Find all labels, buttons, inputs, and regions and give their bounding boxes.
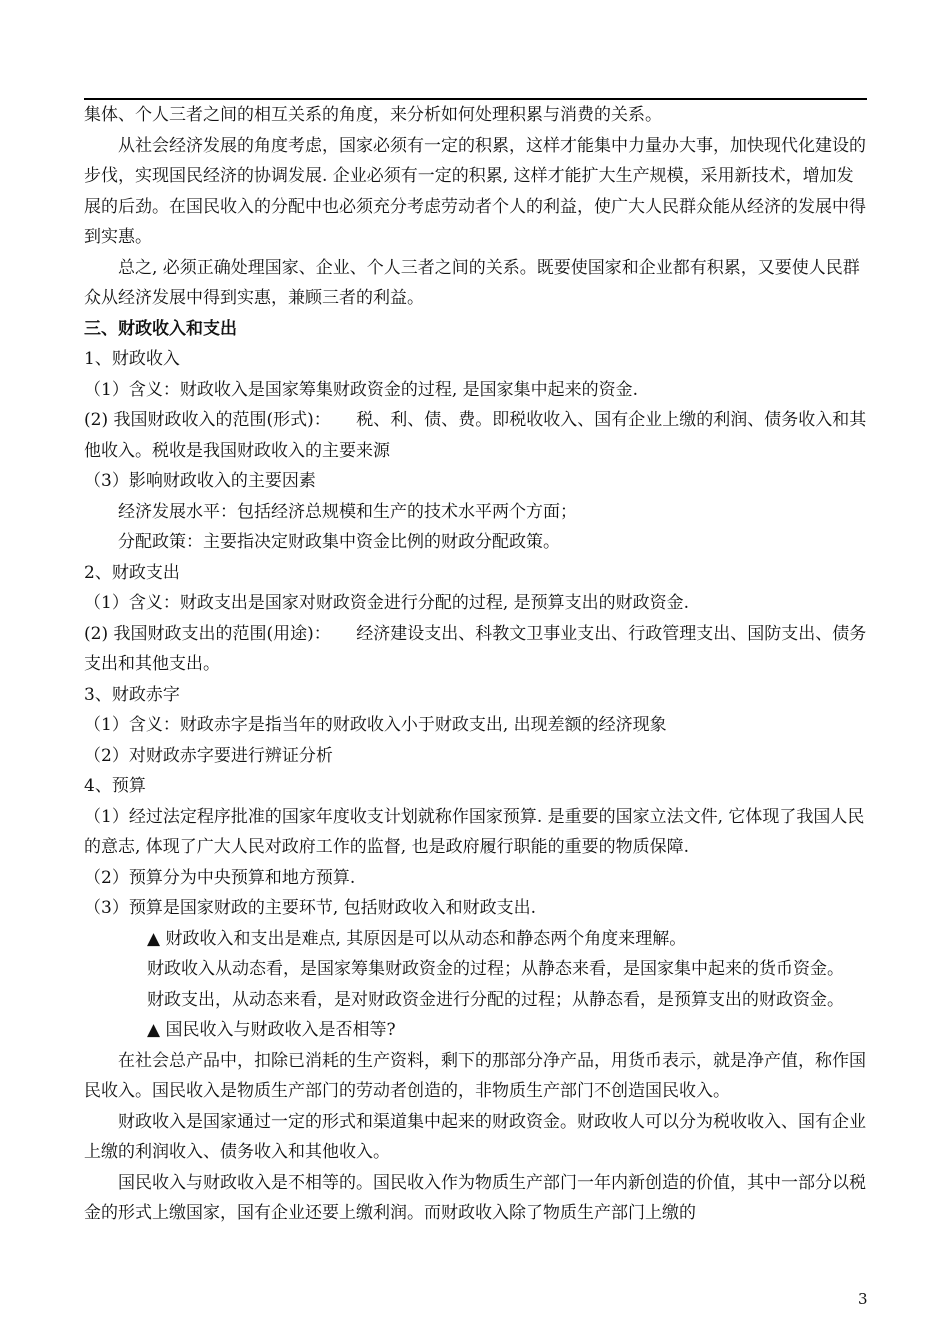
paragraph: 集体、个人三者之间的相互关系的角度，来分析如何处理积累与消费的关系。 — [84, 105, 662, 125]
paragraph: 总之, 必须正确处理国家、企业、个人三者之间的关系。既要使国家和企业都有积累，又要使人民群众从经济发展中得到实惠，兼顾三者的利益。 — [84, 257, 860, 308]
paragraph: （3）预算是国家财政的主要环节, 包括财政收入和财政支出. — [84, 898, 537, 918]
subsection-heading: 3、财政赤字 — [84, 684, 180, 705]
page-number: 3 — [858, 1290, 868, 1308]
section-heading: 三、财政收入和支出 — [84, 318, 237, 339]
subsection-heading: 4、预算 — [84, 776, 146, 796]
paragraph: (2) 我国财政支出的范围(用途)： 经济建设支出、科教文卫事业支出、行政管理支出、国防支出、债务支出和其他支出。 — [84, 623, 867, 674]
paragraph: 国民收入与财政收入是不相等的。国民收入作为物质生产部门一年内新创造的价值，其中一部分以税金的形式上缴国家，国有企业还要上缴利润。而财政收入除了物质生产部门上缴的 — [84, 1172, 866, 1223]
paragraph: （2）对财政赤字要进行辨证分析 — [84, 745, 333, 766]
note-bullet: ▲ 财政收入和支出是难点, 其原因是可以从动态和静态两个角度来理解。 — [147, 928, 687, 949]
subsection-heading: 2、财政支出 — [84, 562, 180, 583]
paragraph: 财政收入是国家通过一定的形式和渠道集中起来的财政资金。财政收人可以分为税收收入、国有企业上缴的利润收入、债务收入和其他收入。 — [84, 1111, 866, 1162]
subsection-heading: 1、财政收入 — [84, 349, 180, 369]
paragraph: （3）影响财政收入的主要因素 — [84, 471, 316, 491]
paragraph: （2）预算分为中央预算和地方预算. — [84, 867, 356, 888]
paragraph: (2) 我国财政收入的范围(形式)： 税、利、债、费。即税收收入、国有企业上缴的利润、债务收入和其他收入。税收是我国财政收入的主要来源 — [84, 410, 867, 461]
document-body — [84, 100, 869, 1229]
paragraph: （1）经过法定程序批准的国家年度收支计划就称作国家预算. 是重要的国家立法文件, 它体现了我国人民的意志, 体现了广大人民对政府工作的监督, 也是政府履行职能的重要的物质保障. — [84, 806, 865, 857]
paragraph: 财政支出，从动态来看，是对财政资金进行分配的过程；从静态看，是预算支出的财政资金。 — [147, 989, 844, 1010]
paragraph: （1）含义：财政收入是国家筹集财政资金的过程, 是国家集中起来的资金. — [84, 379, 639, 400]
note-bullet: ▲ 国民收入与财政收入是否相等? — [147, 1020, 396, 1040]
paragraph: 财政收入从动态看，是国家筹集财政资金的过程；从静态来看，是国家集中起来的货币资金。 — [147, 959, 844, 979]
paragraph: 从社会经济发展的角度考虑，国家必须有一定的积累，这样才能集中力量办大事，加快现代化建设的步伐，实现国民经济的协调发展. 企业必须有一定的积累, 这样才能扩大生产规模，采用新技术，增加发展的后劲。在国民收入的分配中也必须充分考虑劳动者个人的利益，使广大人民群众能从经济的发展中得到实惠。 — [84, 135, 866, 247]
paragraph: 经济发展水平：包括经济总规模和生产的技术水平两个方面； — [118, 501, 577, 522]
paragraph: 分配政策：主要指决定财政集中资金比例的财政分配政策。 — [118, 532, 560, 552]
paragraph: 在社会总产品中，扣除已消耗的生产资料，剩下的那部分净产品，用货币表示，就是净产值，称作国民收入。国民收入是物质生产部门的劳动者创造的，非物质生产部门不创造国民收入。 — [84, 1050, 866, 1101]
paragraph: （1）含义：财政赤字是指当年的财政收入小于财政支出, 出现差额的经济现象 — [84, 715, 667, 735]
paragraph: （1）含义：财政支出是国家对财政资金进行分配的过程, 是预算支出的财政资金. — [84, 593, 690, 613]
